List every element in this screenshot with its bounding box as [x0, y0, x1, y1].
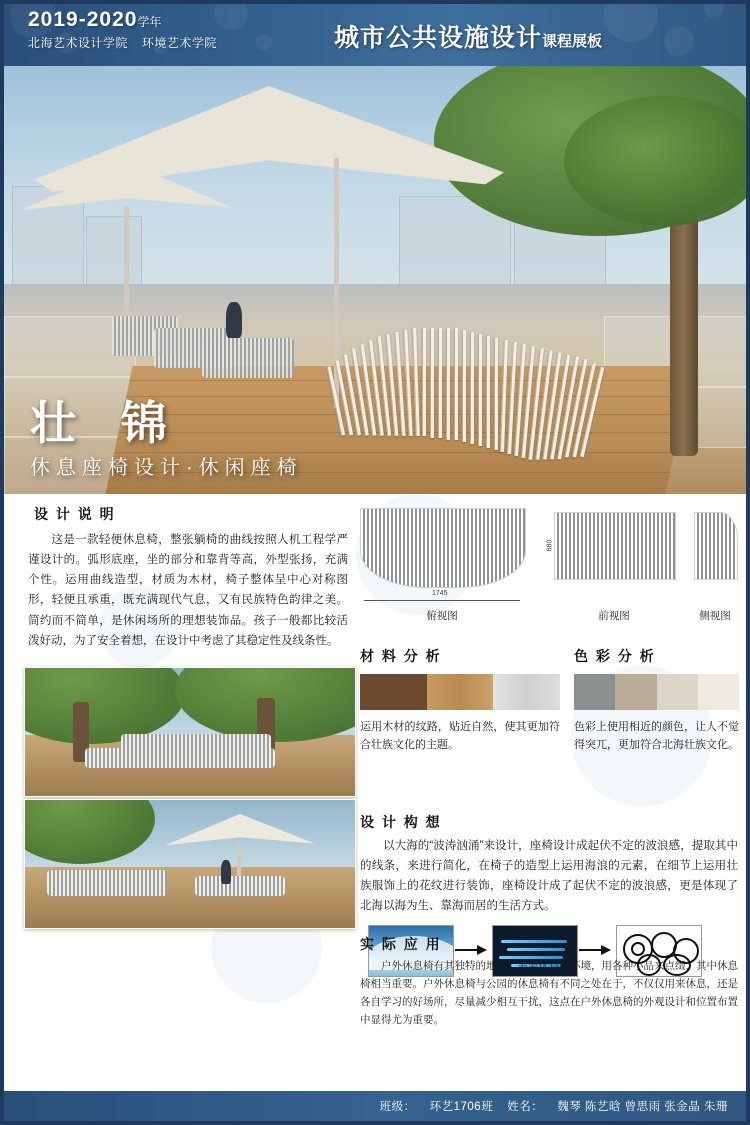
- color-swatch-row: [574, 674, 739, 710]
- practical-application-text: [360, 958, 738, 1029]
- poster-main-title: 壮 锦: [30, 396, 183, 449]
- footer-class-value: 环艺1706班: [429, 1101, 494, 1113]
- hero-seated-person: [226, 302, 242, 338]
- color-analysis-section: [574, 646, 739, 754]
- color-analysis-heading: 色 彩 分 析: [574, 648, 656, 664]
- material-analysis-heading: 材 料 分 析: [360, 648, 442, 664]
- design-concept-body: 以大海的“波涛汹涌”来设计，座椅设计成起伏不定的波浪感，提取其中的线条，来进行简化，在椅子的造型上运用海浪的元素，在细节上运用壮族服饰上的花纹进行装饰，座椅设计成了起伏不定的波浪感，更是体现了北海以海为生、靠海而居的生活方式。: [360, 840, 738, 913]
- header-main-title: [334, 18, 602, 54]
- poster-header: [4, 4, 750, 66]
- design-note-text: [28, 530, 348, 651]
- material-analysis-section: [360, 646, 560, 754]
- footer-class-label: 班级：: [379, 1101, 416, 1113]
- material-swatch: [360, 674, 427, 710]
- material-analysis-body: 运用木材的纹路，贴近自然，使其更加符合壮族文化的主题。: [360, 721, 560, 752]
- design-concept-heading: 设 计 构 想: [360, 814, 442, 830]
- header-year-suffix: 学年: [137, 15, 162, 29]
- color-analysis-text: [574, 718, 739, 754]
- front-view-label: 前视图: [598, 610, 630, 622]
- orthographic-views-section: [360, 508, 738, 638]
- design-concept-text: [360, 836, 738, 917]
- photo-bench: [195, 876, 285, 896]
- hero-main-bench: [334, 316, 654, 436]
- color-analysis-body: 色彩上使用相近的颜色，让人不觉得突兀，更加符合北海壮族文化。: [574, 721, 739, 752]
- outdoor-bench-photo-2: [24, 799, 356, 929]
- poster-body: [4, 494, 750, 1099]
- color-swatch: [657, 674, 698, 710]
- header-school-line: [28, 34, 227, 51]
- footer-name-label: 姓名：: [507, 1101, 544, 1113]
- material-analysis-text: [360, 718, 560, 754]
- side-view-label: 侧视图: [699, 610, 731, 622]
- material-swatch: [493, 674, 560, 710]
- header-school: 北海艺术设计学院: [28, 36, 129, 50]
- photo-bench: [47, 870, 167, 896]
- color-swatch: [574, 674, 615, 710]
- practical-application-heading: 实 际 应 用: [360, 936, 442, 952]
- poster-subtitle: 休息座椅设计·休闲座椅: [30, 457, 303, 479]
- design-note-section: [28, 504, 348, 651]
- hero-tree-canopy: [564, 96, 750, 226]
- hero-render-image: [4, 66, 750, 494]
- top-view-drawing: [360, 508, 526, 588]
- hero-background-bench: [202, 338, 294, 378]
- header-title-text: 城市公共设施设计: [334, 24, 543, 52]
- header-school-block: [28, 8, 227, 51]
- top-view-dimension-text: 1745: [432, 590, 448, 597]
- top-view-dimension-line: [364, 600, 520, 601]
- material-swatch: [427, 674, 494, 710]
- header-title-suffix: 课程展板: [542, 33, 603, 50]
- photo-bench: [85, 748, 275, 768]
- header-department: 环境艺术学院: [141, 36, 217, 50]
- poster-footer: [4, 1091, 750, 1121]
- front-view-drawing: [554, 512, 676, 580]
- material-swatch-row: [360, 674, 560, 710]
- side-view-drawing: [694, 512, 738, 580]
- practical-application-section: [360, 934, 738, 1029]
- header-year-line: [28, 8, 227, 32]
- practical-application-body: 户外休息椅有其独特的地方。需要优良的环境，用各种小品来点缀，其中休息椅相当重要。户外休息椅与公园的休息椅有不同之处在于，不仅仅用来休息，还是各自学习的好场所，尽量减少相互干扰，这点在户外休息椅的外观设计和位置布置中显得尤为重要。: [360, 960, 738, 1026]
- photo-seated-person: [221, 860, 231, 884]
- color-swatch: [615, 674, 656, 710]
- color-swatch: [698, 674, 739, 710]
- design-note-body: 这是一款轻便休息椅，整张躺椅的曲线按照人机工程学严谨设计的。弧形底座，坐的部分和靠背等高，外型张扬，充满个性。运用曲线造型，材质为木材，椅子整体呈中心对称图形，轻便且承重，既充满现代气息，又有民族特色韵律之美。简约而不简单，是休闲场所的理想装饰品。孩子一般都比较活泼好动，为了安全着想，在设计中考虑了其稳定性及线条性。: [28, 534, 348, 647]
- outdoor-bench-photo-1: [24, 667, 356, 797]
- front-view-height-dimension: 680: [546, 539, 554, 552]
- header-year: 2019-2020: [28, 8, 138, 31]
- footer-names: 魏琴 陈艺晗 曾思雨 张金晶 朱珊: [557, 1101, 728, 1113]
- design-note-heading: 设 计 说 明: [34, 506, 116, 522]
- top-view-label: 俯视图: [426, 610, 458, 622]
